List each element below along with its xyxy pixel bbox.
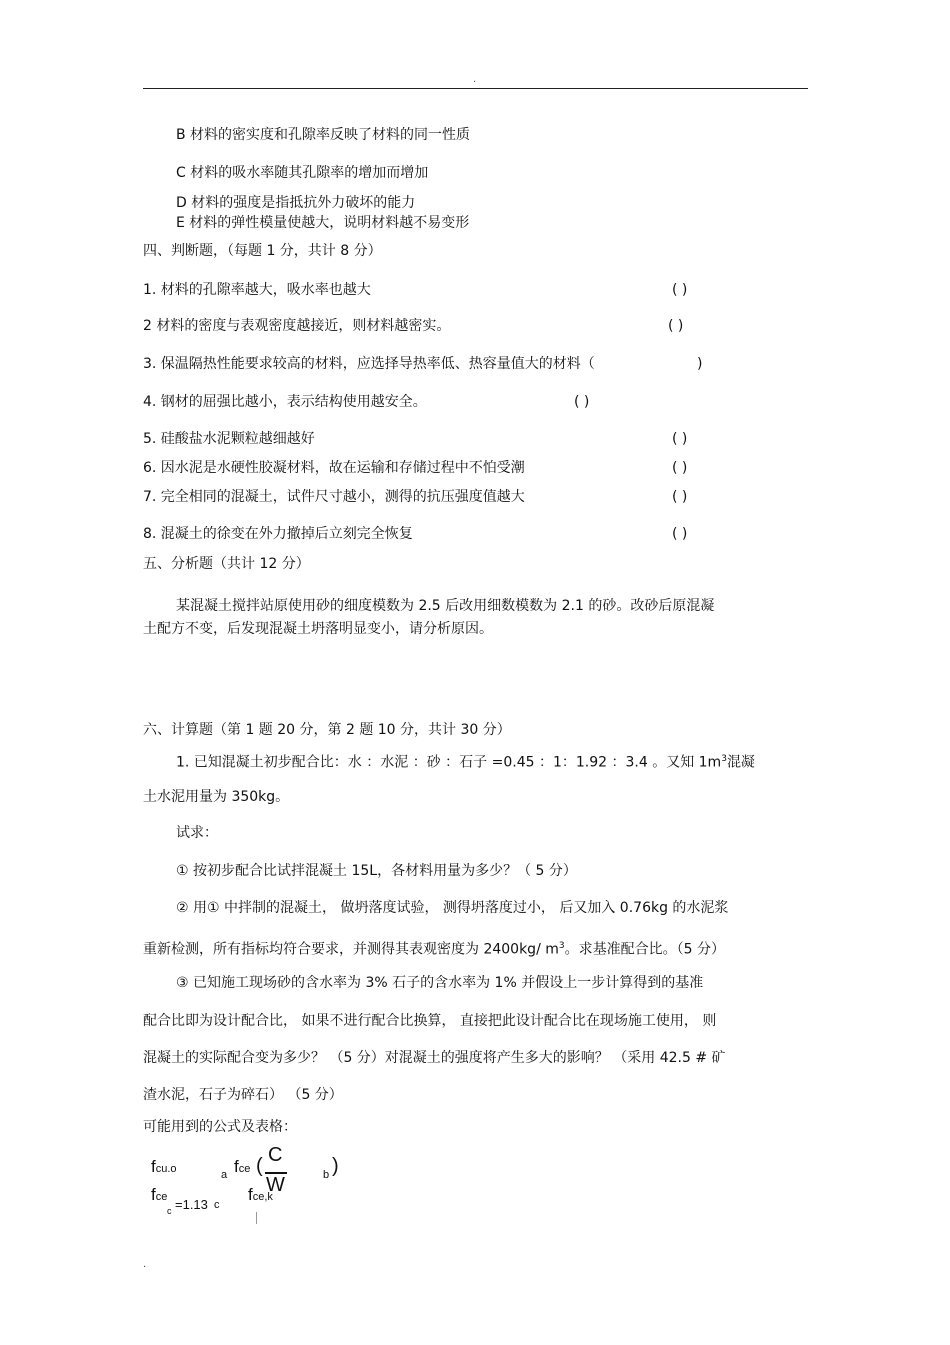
sub-question-3-line4: 渣水泥，石子为碎石） （5 分）	[143, 1087, 343, 1103]
formula-eq: =1.13	[175, 1197, 208, 1212]
header-rule	[143, 88, 808, 89]
q1-line2: 土水泥用量为 350kg。	[143, 789, 290, 805]
formula-rparen: )	[332, 1155, 339, 1177]
formula-c-small: c	[167, 1206, 172, 1216]
option-e: E 材料的弹性模量使越大，说明材料越不易变形	[176, 215, 470, 231]
judge-item-6: 6. 因水泥是水硬性胶凝材料，故在运输和存储过程中不怕受潮	[143, 460, 525, 476]
judge-item-1: 1. 材料的孔隙率越大，吸水率也越大	[143, 282, 371, 298]
q1-line1-end: 混凝	[726, 754, 755, 771]
formula-f-ce-2	[151, 1185, 167, 1205]
judge-item-5: 5. 硅酸盐水泥颗粒越细越好	[143, 431, 315, 447]
option-b: B 材料的密实度和孔隙率反映了材料的同一性质	[176, 127, 471, 143]
formula-label: 可能用到的公式及表格：	[143, 1119, 297, 1135]
option-c: C 材料的吸水率随其孔隙率的增加而增加	[176, 165, 429, 181]
section4-title: 四、判断题，（每题 1 分，共计 8 分）	[143, 243, 382, 259]
f2: f	[234, 1157, 239, 1176]
sub-question-1: ① 按初步配合比试拌混凝土 15L，各材料用量为多少？（ 5 分）	[176, 863, 577, 879]
formula-c: C	[268, 1144, 283, 1166]
header-dot: .	[473, 74, 477, 85]
judge-paren-7: ( )	[672, 489, 688, 505]
sub-question-3-line1: ③ 已知施工现场砂的含水率为 3% 石子的含水率为 1% 并假设上一步计算得到的基准	[176, 975, 704, 991]
formula-a: a	[221, 1169, 228, 1181]
formula-f-cek	[248, 1185, 273, 1205]
section6-title: 六、计算题（第 1 题 20 分，第 2 题 10 分，共计 30 分）	[143, 722, 511, 738]
f1: f	[151, 1157, 156, 1176]
sub-question-2-line2	[143, 937, 725, 959]
formula-c2: c	[214, 1199, 220, 1211]
judge-paren-6: ( )	[672, 460, 688, 476]
judge-item-2: 2 材料的密度与表观密度越接近，则材料越密实。	[143, 318, 451, 334]
ask-label: 试求：	[176, 825, 218, 841]
judge-paren-4: ( )	[574, 394, 590, 410]
formula-f-ce	[234, 1157, 250, 1177]
q1-line1-text: 1. 已知混凝土初步配合比：水 ：水泥 ：砂 ：石子 =0.45 ：1：1.92 ：3.4 。又知 1m	[176, 754, 722, 771]
option-d: D 材料的强度是指抵抗外力破坏的能力	[176, 195, 416, 211]
sub2-line2-text: 重新检测，所有指标均符合要求，并测得其表观密度为 2400kg/ m	[143, 941, 559, 958]
f4: f	[248, 1185, 253, 1204]
judge-paren-5: ( )	[672, 431, 688, 447]
sub2-sup: 3	[558, 941, 565, 951]
judge-item-7: 7. 完全相同的混凝土，试件尺寸越小，测得的抗压强度值越大	[143, 489, 525, 505]
judge-item-3: 3. 保温隔热性能要求较高的材料，应选择导热率低、热容量值大的材料（	[143, 356, 595, 372]
footer-dot: .	[143, 1259, 147, 1270]
judge-paren-8: ( )	[672, 526, 688, 542]
formula-lparen: (	[256, 1155, 263, 1177]
judge-paren-2: ( )	[668, 318, 684, 334]
sub-question-2-line1: ② 用① 中拌制的混凝土， 做坍落度试验， 测得坍落度过小， 后又加入 0.76kg 的水泥浆	[176, 900, 729, 916]
formula-b: b	[323, 1169, 330, 1181]
f4-sub: ce,k	[252, 1191, 273, 1203]
sub-question-3-line3: 混凝土的实际配合变为多少？ （5 分）对混凝土的强度将产生多大的影响？ （采用 42.5 # 矿	[143, 1050, 726, 1066]
f1-sub: cu.o	[155, 1163, 177, 1175]
section5-line2: 土配方不变，后发现混凝土坍落明显变小，请分析原因。	[143, 621, 493, 637]
q1-line1	[176, 750, 755, 772]
q1-sup: 3	[721, 754, 727, 764]
f3: f	[151, 1185, 156, 1204]
judge-paren-1: ( )	[672, 282, 688, 298]
sub2-line2-end: 。求基准配合比。（5 分）	[564, 941, 725, 958]
formula-f-cuo	[151, 1157, 177, 1177]
judge-item-8: 8. 混凝土的徐变在外力撤掉后立刻完全恢复	[143, 526, 413, 542]
section5-line1: 某混凝土搅拌站原使用砂的细度模数为 2.5 后改用细数模数为 2.1 的砂。改砂后原混凝	[176, 598, 715, 614]
section5-title: 五、分析题（共计 12 分）	[143, 556, 310, 572]
formula-w: W	[266, 1174, 285, 1196]
f2-sub: ce	[238, 1163, 251, 1175]
judge-item-4: 4. 钢材的屈强比越小，表示结构使用越安全。	[143, 394, 427, 410]
sub-question-3-line2: 配合比即为设计配合比， 如果不进行配合比换算， 直接把此设计配合比在现场施工使用， 则	[143, 1013, 717, 1029]
f3-sub: ce	[155, 1191, 168, 1203]
formula-mark	[256, 1212, 257, 1224]
judge-paren-3: )	[697, 356, 703, 372]
